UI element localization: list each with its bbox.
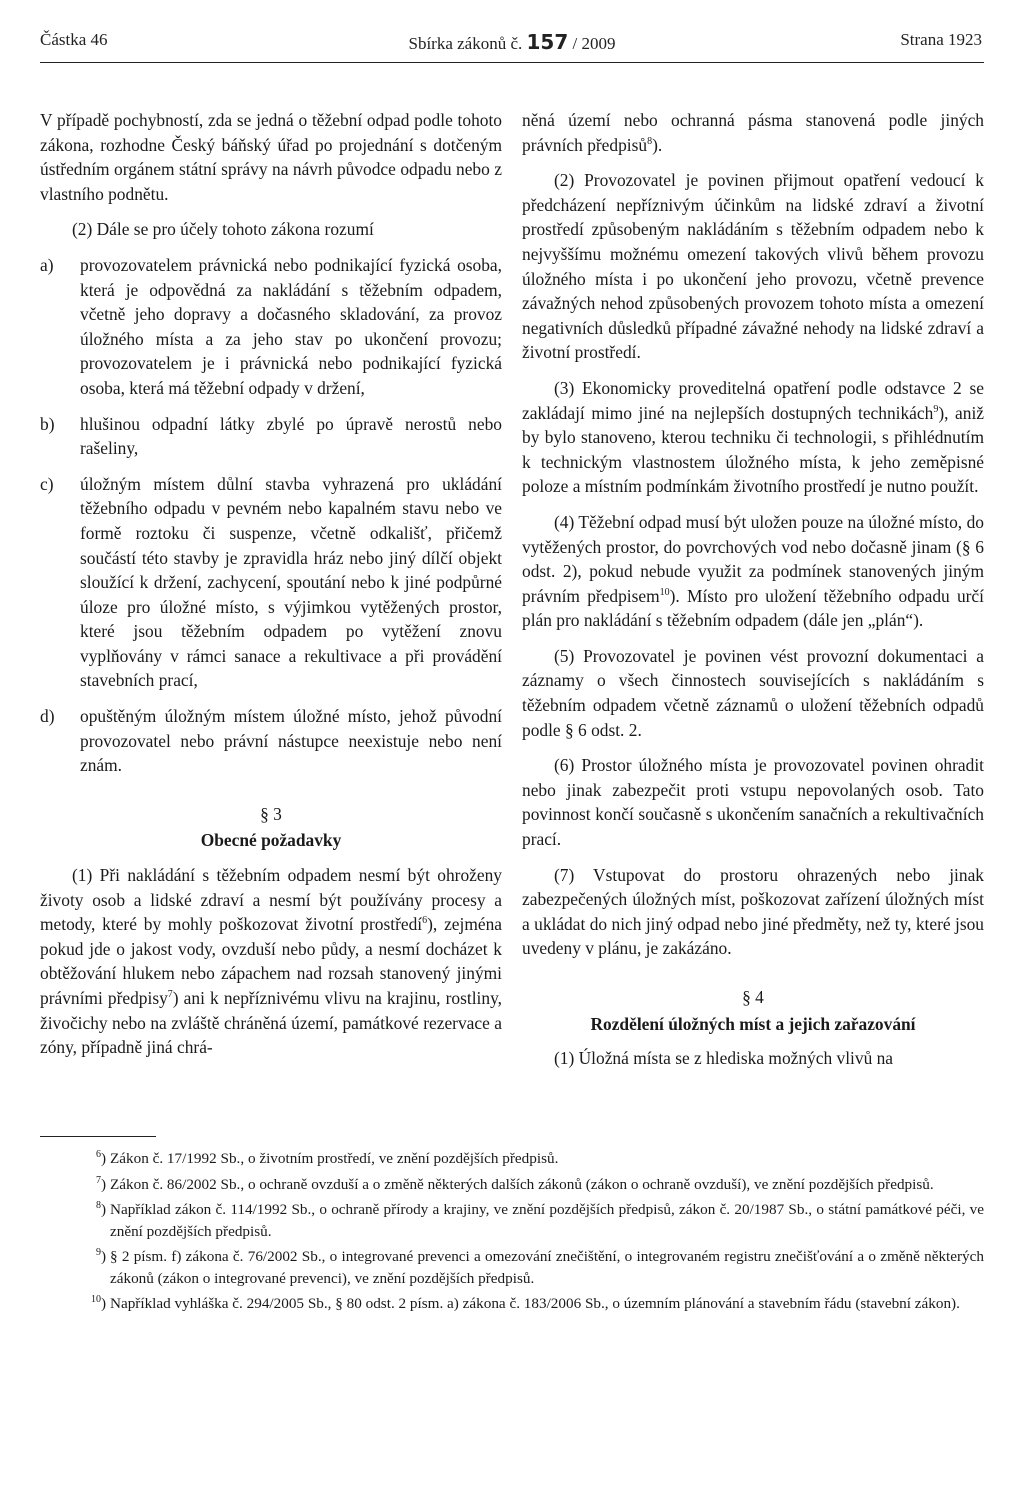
text-segment: ), aniž by bylo stanoveno, kterou techniku či technologii, s přihlédnutím k technickým vlastnostem úložného místa, k jeho zeměpisné poloze a místním podmínkám životního prostředí je nutno použít. [522, 402, 984, 497]
paragraph-3-5: (5) Provozovatel je povinen vést provozní dokumentaci a záznamy o všech činnostech souvisejících s nakládáním s těžebním odpadem včetně záznamů o uložení těžebních odpadů podle § 6 odst. 2. [522, 645, 984, 740]
footnote-rule [40, 1136, 156, 1137]
item-label: b) [40, 413, 55, 434]
footnote-label [40, 1174, 110, 1196]
text-segment: ), zejména pokud jde o jakost vody, ovzduší nebo půdy, a nesmí docházet k obtěžování hlukem nebo zápachem nad rozsah stanovený jinými právními předpisy [40, 914, 502, 1008]
footnote-label [40, 1246, 110, 1289]
paragraph-continuation [522, 108, 984, 157]
text-segment: ). Místo pro uložení těžebního odpadu určí plán pro nakládání s těžebním odpadem (dále jen „plán“). [522, 585, 984, 631]
section-4-title: Rozdělení úložných míst a jejich zařazování [590, 1013, 916, 1034]
item-text: opuštěným úložným místem úložné místo, jehož původní provozovatel nebo právní nástupce neexistuje nebo není znám. [80, 706, 502, 776]
text-segment: ). [652, 134, 663, 155]
footnote-paren: ) [100, 1175, 106, 1193]
footnote [40, 1199, 984, 1242]
header-page-number: Strana 1923 [900, 30, 982, 49]
text-segment: (4) Těžební odpad musí být uložen pouze na úložné místo, do vytěžených prostor, do povrchových vod nebo dočasně jinam (§ 6 odst. 2), pokud nebude využit za podmínek stanovených jiným právním předpisem [522, 511, 984, 606]
footnote-number: 10 [90, 1293, 101, 1305]
definition-item [40, 704, 502, 778]
footnote-label [40, 1199, 110, 1242]
header-year: / 2009 [568, 34, 616, 53]
footnote-paren: ) [100, 1150, 106, 1167]
item-text: úložným místem důlní stavba vyhrazená pro ukládání těžebního odpadu v pevném nebo kapalném stavu nebo ve formě roztoku či suspenze, včetně odkališť, přičemž součástí této stavby je zpravidla hráz nebo jiný dílčí objekt sloužící k držení, zachycení, spoutání nebo k jiné podpůrné úloze pro úložné místo, s výjimkou vytěžených prostor, které jsou těžebním odpadem po vytěžení znovu vyplňovány v rámci sanace a rekultivace a při provádění stavebních prací, [80, 473, 502, 691]
footnote [40, 1148, 984, 1170]
paragraph-2-definitions: (2) Dále se pro účely tohoto zákona rozumí [72, 219, 374, 240]
footnote [40, 1246, 984, 1289]
paragraph-3-3 [522, 376, 984, 499]
right-column [522, 108, 984, 1082]
item-label: d) [40, 706, 55, 727]
paragraph-intro: V případě pochybností, zda se jedná o těžební odpad podle tohoto zákona, rozhodne Český báňský úřad po projednání s dotčeným ústředním orgánem státní správy na návrh původce odpadu nebo z vlastního podnětu. [40, 110, 502, 204]
section-3-title: Obecné požadavky [200, 830, 342, 851]
footnotes [40, 1148, 984, 1319]
footnote-paren: ) [100, 1201, 106, 1218]
section-4-number: § 4 [742, 987, 764, 1007]
item-label: c) [40, 473, 54, 494]
footnote-number: 9 [95, 1246, 101, 1258]
definition-item [40, 253, 502, 401]
paragraph-3-7: (7) Vstupovat do prostoru ohrazených nebo jinak zabezpečených úložných míst, poškozovat zařízení úložných míst a ukládat do nich jiný odpad nebo jiné předměty, než ty, které jsou uvedeny v plánu, je zakázáno. [522, 864, 984, 959]
header-rule [40, 62, 984, 63]
footnote-paren: ) [100, 1295, 106, 1312]
header-part: Částka 46 [40, 30, 108, 49]
footnote-text: Například zákon č. 114/1992 Sb., o ochraně přírody a krajiny, ve znění pozdějších předpisů, zákon č. 20/1987 Sb., o státní památkové péči, ve znění pozdějších předpisů. [110, 1201, 984, 1240]
section-3-number: § 3 [260, 803, 282, 824]
footnote [40, 1293, 984, 1315]
footnote-number: 8 [95, 1199, 101, 1211]
footnote-label [40, 1293, 110, 1315]
paragraph-3-2: (2) Provozovatel je povinen přijmout opatření vedoucí k předcházení nepříznivým účinkům na lidské zdraví a životní prostředí způsobeným nakládáním s těžebním odpadem nebo k nejvyššímu možnému omezení takových vlivů během provozu úložného místa i po ukončení jeho provozu, včetně prevence závažných nehod způsobených provozem tohoto místa a omezení negativních důsledků případné závažné nehody na lidské zdraví a životní prostředí. [522, 170, 984, 363]
definition-item [40, 472, 502, 693]
item-text: hlušinou odpadní látky zbylé po úpravě nerostů nebo rašeliny, [80, 413, 502, 459]
footnote-label [40, 1148, 110, 1170]
item-text: provozovatelem právnická nebo podnikající fyzická osoba, která je odpovědná za nakládání s těžebním odpadem, včetně jeho dopravy a dočasného skladování, za provoz úložného místa a za jeho stav po ukončení provozu; provozovatelem je i právnická nebo podnikající fyzická osoba, která má těžební odpady v držení, [80, 254, 502, 398]
paragraph-4-1: (1) Úložná místa se z hlediska možných vlivů na [554, 1048, 894, 1069]
header-collection-label: Sbírka zákonů č. [408, 34, 523, 53]
footnote-text: Například vyhláška č. 294/2005 Sb., § 80 odst. 2 písm. a) zákona č. 183/2006 Sb., o územním plánování a stavebním řádu (stavební zákon). [110, 1295, 960, 1312]
text-segment: ) ani k nepříznivému vlivu na krajinu, rostliny, živočichy nebo na zvláště chráněná území, památkové rezervace a zóny, případně jiná chrá- [40, 988, 502, 1058]
footnote-number: 7 [95, 1174, 101, 1186]
text-segment: něná území nebo ochranná pásma stanovená podle jiných právních předpisů [522, 110, 984, 155]
footnote-paren: ) [100, 1248, 106, 1265]
footnote-text: § 2 písm. f) zákona č. 76/2002 Sb., o integrované prevenci a omezování znečištění, o integrovaném registru znečišťování a o změně některých zákonů (zákon o integrované prevenci), ve znění pozdějších předpisů. [110, 1248, 984, 1287]
footnote-text: Zákon č. 86/2002 Sb., o ochraně ovzduší a o změně některých dalších zákonů (zákon o ochraně ovzduší), ve znění pozdějších předpisů. [110, 1175, 934, 1193]
footnote-ref: 6 [422, 915, 428, 927]
definition-item [40, 412, 502, 461]
paragraph-3-1 [40, 863, 502, 1060]
footnote-ref: 7 [167, 989, 173, 1001]
footnote-ref: 8 [647, 135, 653, 147]
footnote-number: 6 [95, 1148, 101, 1160]
footnote [40, 1174, 984, 1196]
footnote-ref: 10 [659, 586, 670, 598]
left-column [40, 108, 502, 1071]
paragraph-3-4 [522, 510, 984, 633]
text-segment: (1) Při nakládání s těžebním odpadem nesmí být ohroženy životy osob a lidské zdraví a nesmí být používány procesy a metody, které by mohly poškozovat životní prostředí [40, 865, 502, 935]
header-law-number: 157 [526, 30, 569, 54]
footnote-text: Zákon č. 17/1992 Sb., o životním prostředí, ve znění pozdějších předpisů. [110, 1150, 559, 1167]
header-collection [0, 30, 1024, 54]
item-label: a) [40, 254, 54, 275]
text-segment: (3) Ekonomicky proveditelná opatření podle odstavce 2 se zakládají mimo jiné na nejlepších dostupných technikách [522, 377, 984, 423]
paragraph-3-6: (6) Prostor úložného místa je provozovatel povinen ohradit nebo jinak zabezpečit proti vstupu nepovolaných osob. Tato povinnost končí současně s ukončením sanačních a rekultivačních prací. [522, 755, 984, 850]
footnote-ref: 9 [933, 403, 939, 415]
